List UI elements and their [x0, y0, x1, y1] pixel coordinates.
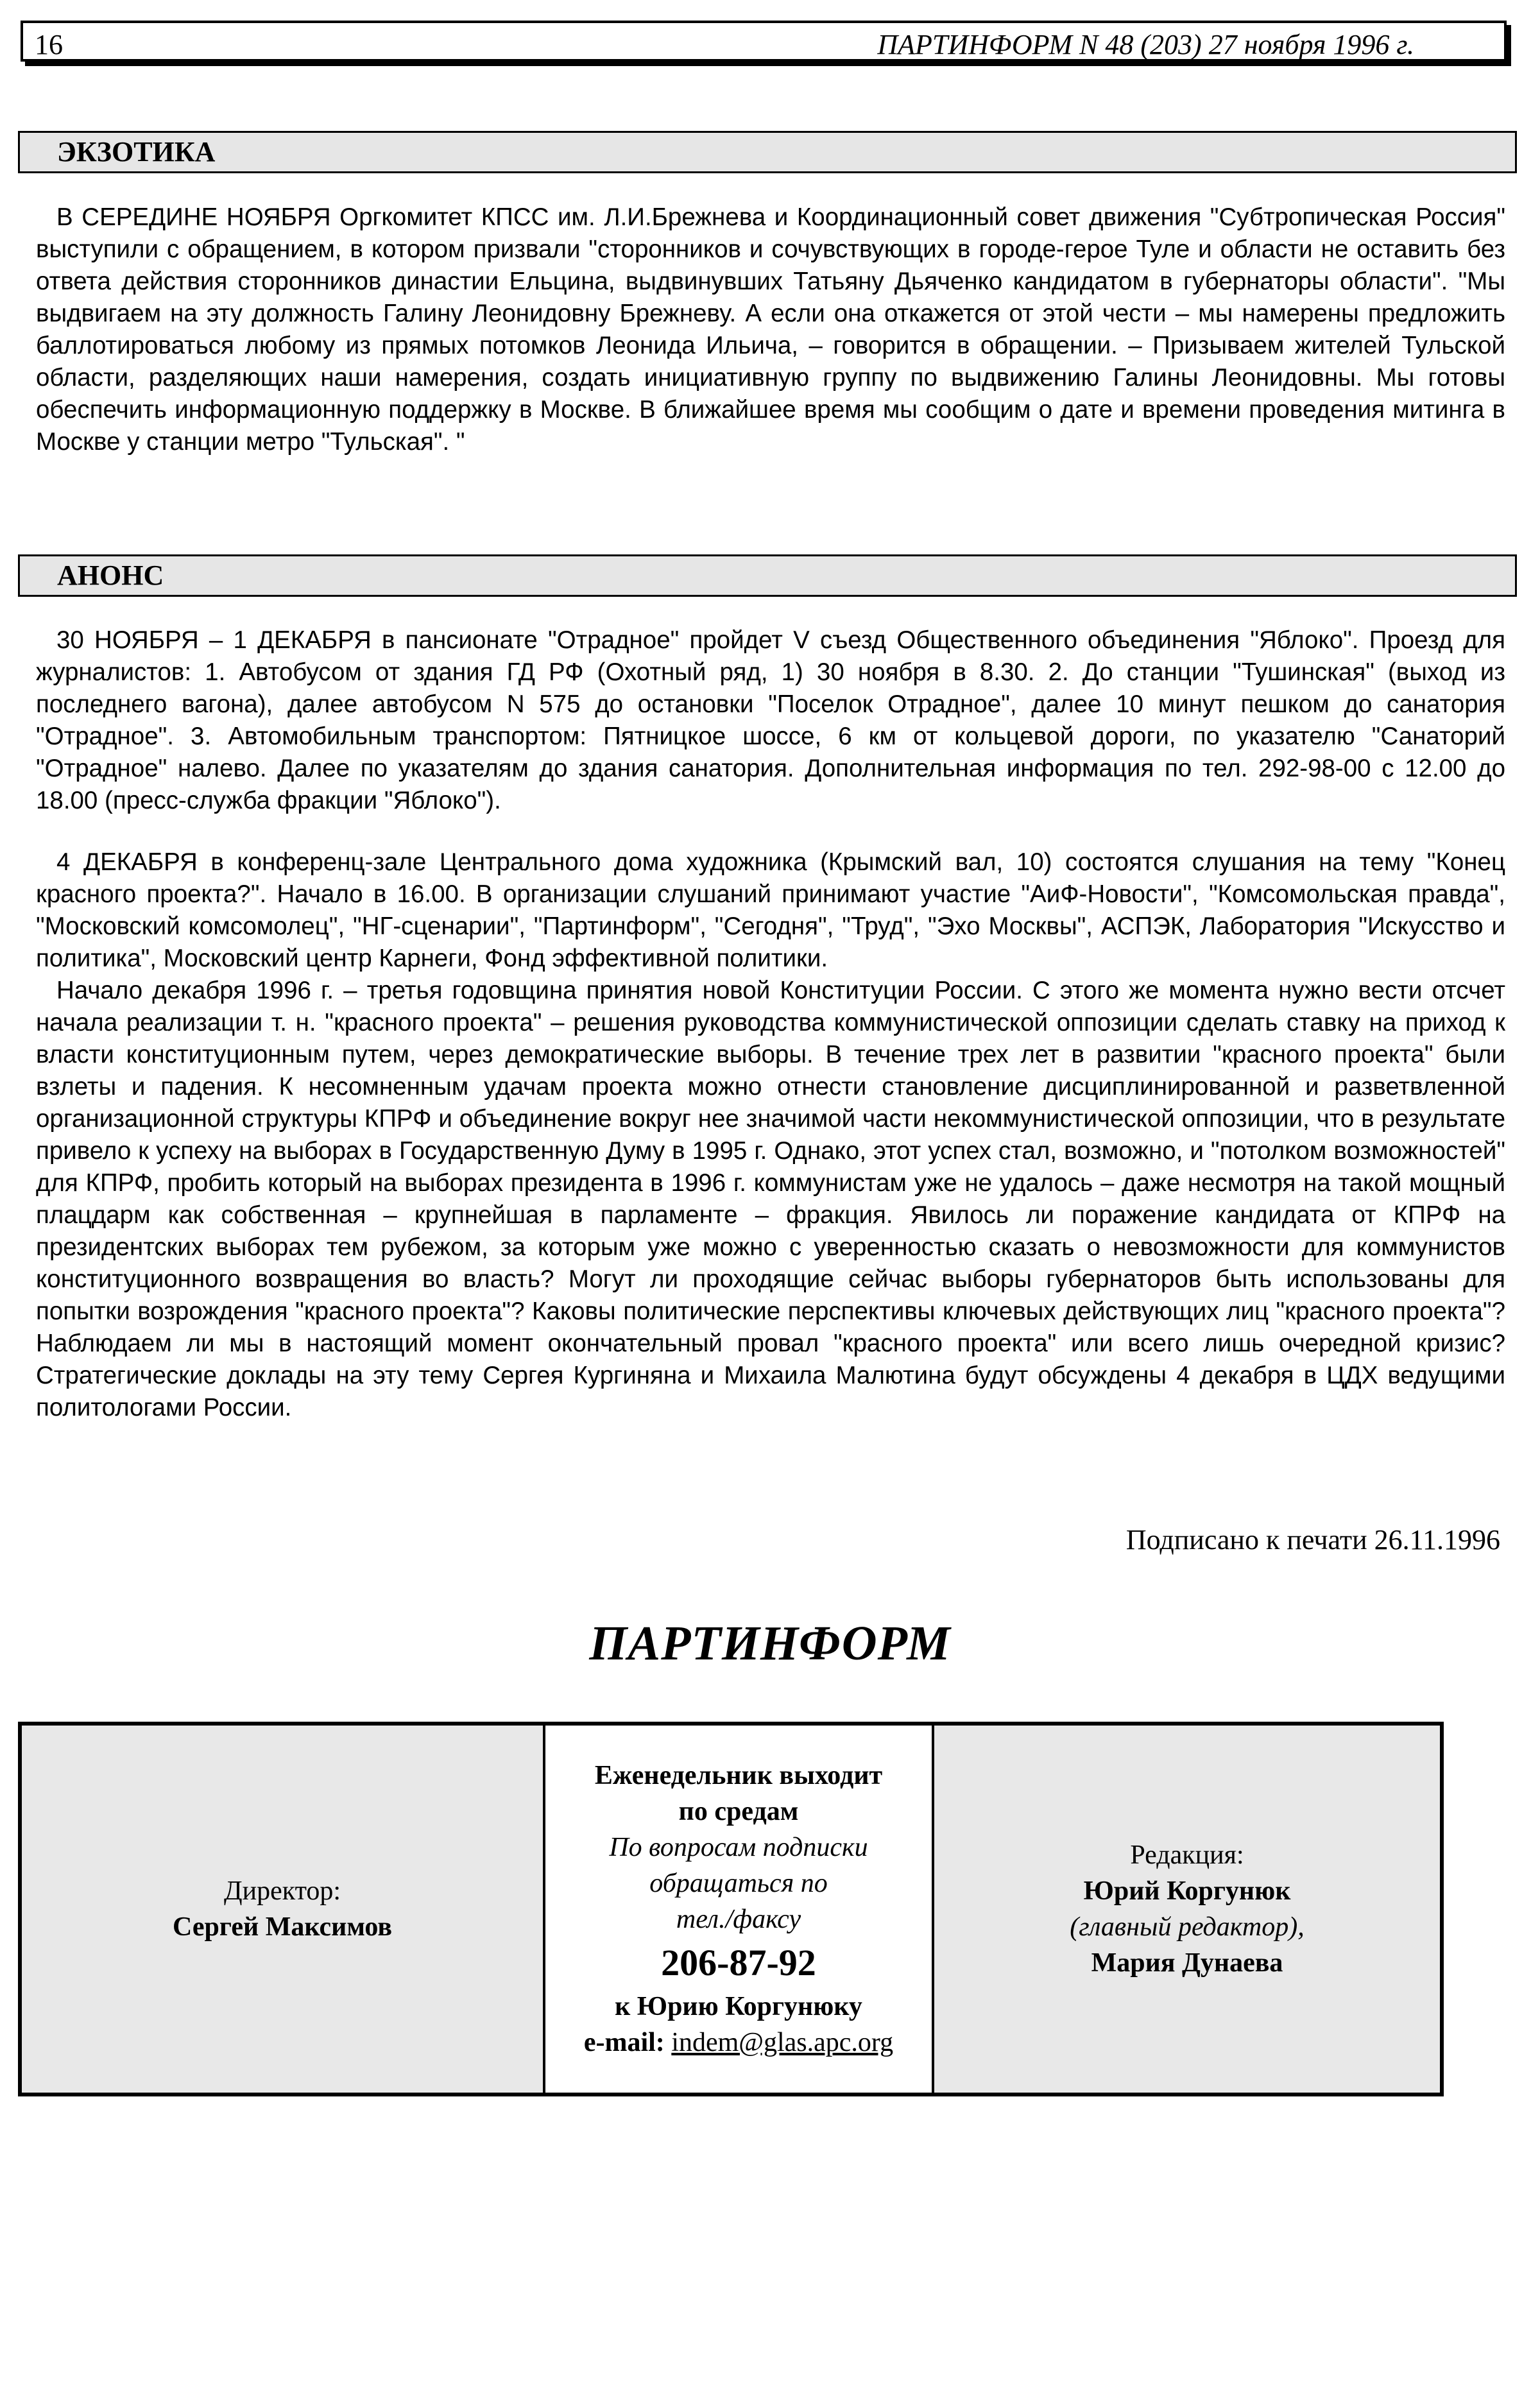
announce-text	[36, 624, 1505, 1424]
email-label: e-mail:	[583, 2028, 665, 2057]
subscription-line-1: По вопросам подписки	[609, 1833, 868, 1862]
contact-person: к Юрию Коргунюку	[615, 1992, 862, 2021]
page-header	[21, 21, 1507, 62]
imprint-director	[22, 1726, 545, 2093]
second-editor: Мария Дунаева	[1091, 1948, 1283, 1978]
announce-paragraph-1: 30 НОЯБРЯ – 1 ДЕКАБРЯ в пансионате "Отрадное" пройдет V съезд Общественного объединения "Яблоко". Проезд для журналистов: 1. Автобусом от здания ГД РФ (Охотный ряд, 1) 30 ноября в 8.30. 2. До станции "Тушинская" (выход из последнего вагона), далее автобусом N 575 до остановки "Поселок Отрадное", далее 10 минут пешком до санатория "Отрадное". 3. Автомобильным транспортом: Пятницкое шоссе, 6 км от кольцевой дороги, по указателю "Санаторий "Отрадное" налево. Далее по указателям до здания санатория. Дополнительная информация по тел. 292-98-00 с 12.00 до 18.00 (пресс-служба фракции "Яблоко").	[36, 626, 1505, 814]
subscription-line-3: тел./факсу	[676, 1905, 801, 1934]
phone-number: 206-87-92	[661, 1942, 816, 1984]
editorial-label: Редакция:	[1130, 1840, 1244, 1870]
announce-paragraph-2: 4 ДЕКАБРЯ в конференц-зале Центрального дома художника (Крымский вал, 10) состоятся слушания на тему "Конец красного проекта?". Начало в 16.00. В организации слушаний принимают участие "АиФ-Новости", "Комсомольская правда", "Московский комсомолец", "НГ-сценарии", "Партинформ", "Сегодня", "Труд", "Эхо Москвы", АСПЭК, Лаборатория "Искусство и политика", Московский центр Карнеги, Фонд эффективной политики.	[36, 848, 1505, 972]
section-heading-announce: АНОНС	[18, 554, 1517, 597]
exotica-text	[36, 201, 1505, 458]
announce-paragraph-3: Начало декабря 1996 г. – третья годовщина принятия новой Конституции России. С этого же момента нужно вести отсчет начала реализации т. н. "красного проекта" – решения руководства коммунистической оппозиции сделать ставку на приход к власти конституционным путем, через демократические выборы. В течение трех лет в развитии "красного проекта" были взлеты и падения. К несомненным удачам проекта можно отнести становление дисциплинированной и разветвленной организационной структуры КПРФ и объединение вокруг нее значимой части некоммунистической оппозиции, что в результате привело к успеху на выборах в Государственную Думу в 1995 г. Однако, этот успех стал, возможно, и "потолком возможностей" для КПРФ, пробить который на выборах президента в 1996 г. коммунистам уже не удалось – даже несмотря на такой мощный плацдарм как собственная – крупнейшая в парламенте – фракция. Явилось ли поражение кандидата от КПРФ на президентских выборах тем рубежом, за которым уже можно с уверенностью сказать о невозможности для коммунистов конституционного возвращения во власть? Могут ли проходящие сейчас выборы губернаторов быть использованы для попытки возрождения "красного проекта"? Каковы политические перспективы ключевых действующих лиц "красного проекта"? Наблюдаем ли мы в настоящий момент окончательный провал "красного проекта" или всего лишь очередной кризис? Стратегические доклады на эту тему Сергея Кургиняна и Михаила Малютина будут обсуждены 4 декабря в ЦДХ ведущими политологами России.	[36, 977, 1505, 1421]
director-name: Сергей Максимов	[172, 1912, 393, 1942]
imprint-editorial	[934, 1726, 1440, 2093]
section-heading-exotica: ЭКЗОТИКА	[18, 131, 1517, 173]
editor-role: (главный редактор),	[1070, 1912, 1305, 1942]
subscription-line-2: обращаться по	[649, 1869, 828, 1898]
weekly-line-2: по средам	[678, 1797, 799, 1826]
page-number: 16	[35, 29, 63, 60]
masthead: ПАРТИНФОРМ	[589, 1616, 951, 1670]
issue-line: ПАРТИНФОРМ N 48 (203) 27 ноября 1996 г.	[877, 29, 1414, 60]
email-link[interactable]: indem@glas.apc.org	[671, 2028, 894, 2057]
exotica-paragraph: В СЕРЕДИНЕ НОЯБРЯ Оргкомитет КПСС им. Л.И.Брежнева и Координационный совет движения "Субтропическая Россия" выступили с обращением, в котором призвали "сторонников и сочувствующих в городе-герое Туле и области не оставить без ответа действия сторонников династии Ельцина, выдвинувших Татьяну Дьяченко кандидатом в губернаторы области". "Мы выдвигаем на эту должность Галину Леонидовну Брежневу. А если она откажется от этой чести – мы намерены предложить баллотироваться любому из прямых потомков Леонида Ильича, – говорится в обращении. – Призываем жителей Тульской области, разделяющих наши намерения, создать инициативную группу по выдвижению Галины Леонидовны. Мы готовы обеспечить информационную поддержку в Москве. В ближайшее время мы сообщим о дате и времени проведения митинга в Москве у станции метро "Тульская". "	[36, 203, 1505, 456]
signed-for-print: Подписано к печати 26.11.1996	[1125, 1524, 1500, 1555]
weekly-line-1: Еженедельник выходит	[594, 1761, 883, 1790]
email-line	[584, 2025, 893, 2061]
imprint-box	[18, 1722, 1444, 2096]
editor-name: Юрий Коргунюк	[1083, 1876, 1291, 1906]
imprint-publication-info	[545, 1726, 934, 2093]
director-label: Директор:	[223, 1876, 341, 1906]
